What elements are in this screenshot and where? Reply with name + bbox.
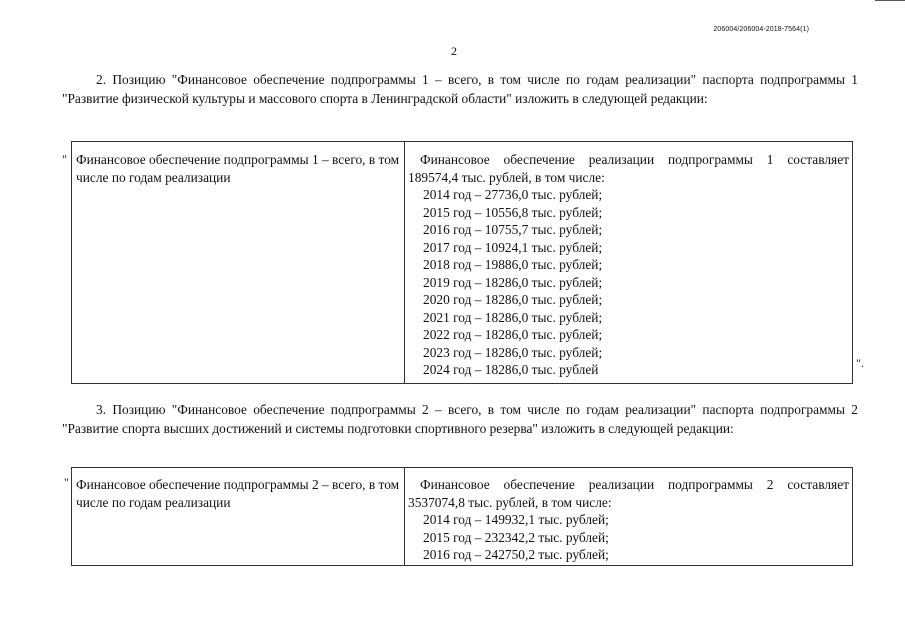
open-quote-mark: " xyxy=(62,152,67,166)
year-line-item: 2015 год – 10556,8 тыс. рублей; xyxy=(423,204,603,220)
financing-table-2 xyxy=(71,467,853,566)
paragraph-text: 3. Позицию "Финансовое обеспечение подпрограммы 2 – всего, в том числе по годам реализации" паспорта подпрограммы 2 "Развитие спорта высших достижений и системы подготовки спортивного резерва" изложить в следующей редакции: xyxy=(62,402,858,436)
year-line-item: 2014 год – 149932,1 тыс. рублей; xyxy=(423,512,609,527)
year-line-item: 2020 год – 18286,0 тыс. рублей; xyxy=(423,292,603,307)
document-id: 206004/206004-2018-7564(1) xyxy=(713,26,809,33)
year-line-item: 2014 год – 27736,0 тыс. рублей; xyxy=(423,187,603,202)
table-label-cell: Финансовое обеспечение подпрограммы 2 – всего, в том числе по годам реализации xyxy=(72,468,405,565)
year-line-item: 2016 год – 10755,7 тыс. рублей; xyxy=(423,222,603,237)
table-value-cell xyxy=(405,468,852,565)
financing-table-1 xyxy=(71,141,853,384)
year-line-item: 2023 год – 18286,0 тыс. рублей; xyxy=(423,344,603,360)
year-line-item: 2021 год – 18286,0 тыс. рублей; xyxy=(423,309,603,325)
year-line-item: 2016 год – 242750,2 тыс. рублей; xyxy=(423,547,609,562)
open-quote-mark: " xyxy=(64,475,69,489)
page-number: 2 xyxy=(451,44,457,58)
scan-edge-line xyxy=(875,0,905,1)
year-list xyxy=(408,511,849,564)
table-label-cell: Финансовое обеспечение подпрограммы 1 – всего, в том числе по годам реализации xyxy=(72,142,405,383)
paragraph-text: 2. Позицию "Финансовое обеспечение подпрограммы 1 – всего, в том числе по годам реализации" паспорта подпрограммы 1 "Развитие физической культуры и массового спорта в Ленинградской области" изложить в следующей редакции: xyxy=(62,72,858,106)
year-line-item: 2017 год – 10924,1 тыс. рублей; xyxy=(423,239,603,255)
year-line-item: 2022 год – 18286,0 тыс. рублей; xyxy=(423,327,603,342)
year-line-item: 2015 год – 232342,2 тыс. рублей; xyxy=(423,529,609,545)
financing-total-text: Финансовое обеспечение реализации подпрограммы 1 составляет 189574,4 тыс. рублей, в том числе: xyxy=(408,152,849,185)
paragraph-item-3 xyxy=(62,400,858,438)
year-line-item: 2018 год – 19886,0 тыс. рублей; xyxy=(423,257,603,272)
table-value-cell xyxy=(405,142,852,383)
year-line-item: 2019 год – 18286,0 тыс. рублей; xyxy=(423,274,603,290)
paragraph-item-2 xyxy=(62,70,858,108)
financing-total-text: Финансовое обеспечение реализации подпрограммы 2 составляет 3537074,8 тыс. рублей, в том числе: xyxy=(408,477,849,510)
close-quote-mark: ". xyxy=(856,356,864,370)
year-line-item: 2024 год – 18286,0 тыс. рублей xyxy=(423,362,599,377)
year-list xyxy=(408,186,849,379)
